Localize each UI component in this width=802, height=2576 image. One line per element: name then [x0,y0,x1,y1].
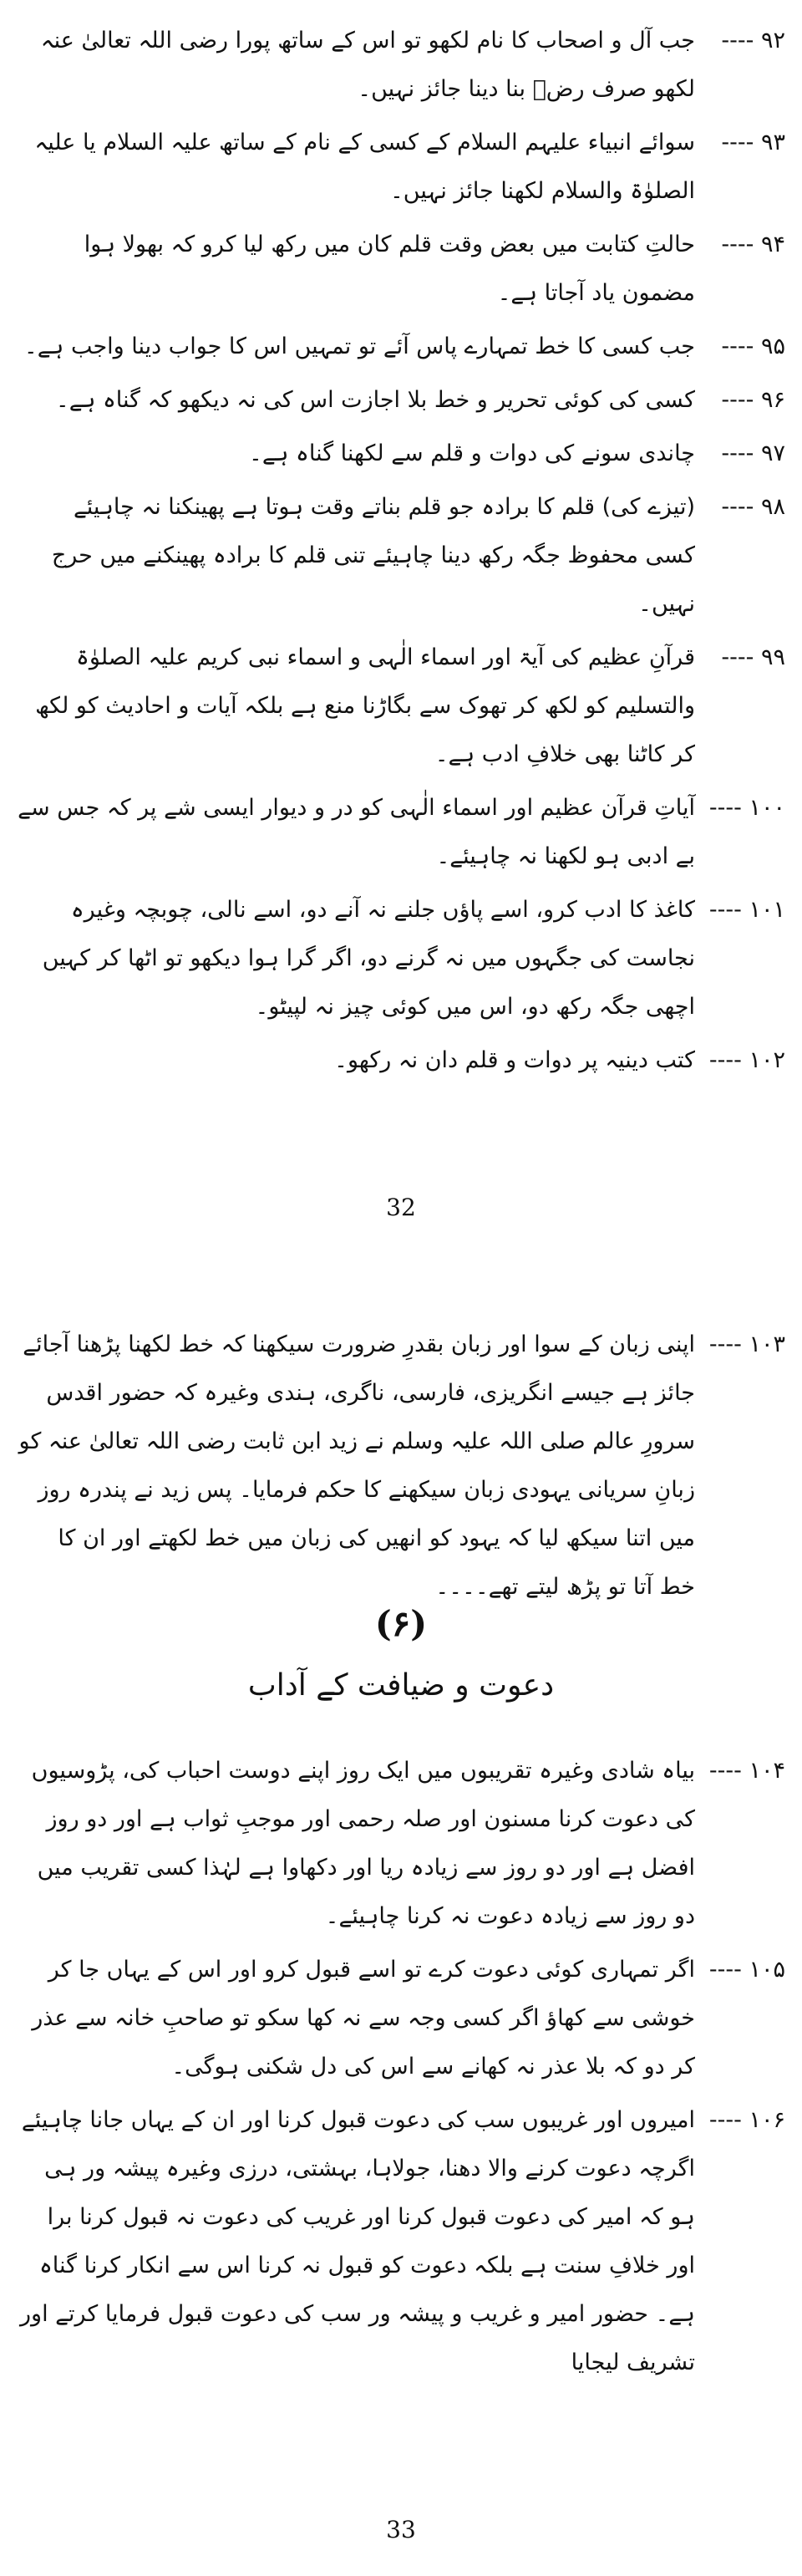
page-number: 32 [386,1194,416,1221]
item-number: ۹۲ ---- [721,28,785,53]
item-number: ۹۶ ---- [721,387,785,413]
item-text: آیاتِ قرآن عظیم اور اسماء الٰہی کو در و دیوار ایسی شے پر کہ جس سے بے ادبی ہو لکھنا نہ چاہیئے۔ [18,795,695,869]
item-text: اگر تمہاری کوئی دعوت کرے تو اسے قبول کرو اور اس کے یہاں جا کر خوشی سے کھاؤ اگر کسی وجہ سے نہ کھا سکو تو صاحبِ خانہ سے عذر کر دو کہ بلا عذر نہ کھانے سے اس کی دل شکنی ہوگی۔ [32,1957,695,2080]
list-item [17,1321,785,1611]
item-text: کسی کی کوئی تحریر و خط بلا اجازت اس کی نہ دیکھو کہ گناہ ہے۔ [55,387,695,413]
item-number: ۹۴ ---- [721,232,785,257]
list-item [17,376,785,425]
list-item [17,1946,785,2091]
list-item [17,2096,785,2387]
item-number: ۹۵ ---- [721,333,785,359]
item-text: حالتِ کتابت میں بعض وقت قلم کان میں رکھ لیا کرو کہ بھولا ہوا مضمون یاد آجاتا ہے۔ [84,232,695,306]
item-text: کتب دینیہ پر دوات و قلم دان نہ رکھو۔ [334,1047,695,1073]
page-number: 33 [386,2516,416,2543]
item-number: ۱۰۰ ---- [708,795,785,821]
list-item [17,886,785,1031]
item-text: جب آل و اصحاب کا نام لکھو تو اس کے ساتھ پورا رضی اللہ تعالیٰ عنہ لکھو صرف رضؓ بنا دینا جائز نہیں۔ [40,28,695,102]
item-number: ۱۰۲ ---- [708,1047,785,1073]
list-item [17,17,785,114]
numbered-list [17,1747,785,2392]
chapter-title: دعوت و ضیافت کے آداب [247,1668,555,1703]
page-33 [0,1296,802,2576]
item-number: ۱۰۱ ---- [708,897,785,923]
item-number: ۹۹ ---- [721,644,785,670]
list-item [17,221,785,318]
numbered-list [17,17,785,1090]
list-item [17,1036,785,1085]
item-number: ۹۷ ---- [721,440,785,466]
item-number: ۱۰۶ ---- [708,2107,785,2133]
item-text: اپنی زبان کے سوا اور زبان بقدرِ ضرورت سیکھنا کہ خط لکھنا پڑھنا آجائے جائز ہے جیسے انگریزی، فارسی، ناگری، ہندی وغیرہ کہ حضور اقدس سرورِ عالم صلی اللہ علیہ وسلم نے زید ابن ثابت رضی اللہ تعالیٰ عنہ کو زبانِ سریانی یہودی زبان سیکھنے کا حکم فرمایا۔ پس زید نے پندرہ روز میں اتنا سیکھ لیا کہ یہود کو انھیں کی زبان میں خط لکھتے اور ان کا خط آتا تو پڑھ لیتے تھے۔۔۔۔ [18,1331,695,1600]
chapter-number: (۶) [374,1603,428,1644]
item-text: قرآنِ عظیم کی آیۃ اور اسماء الٰہی و اسماء نبی کریم علیہ الصلوٰۃ والتسلیم کو لکھ کر تھوک سے بگاڑنا منع ہے بلکہ آیات و احادیث کو لکھ کر کاٹنا بھی خلافِ ادب ہے۔ [35,644,695,767]
item-number: ۱۰۳ ---- [708,1331,785,1357]
item-text: امیروں اور غریبوں سب کی دعوت قبول کرنا اور ان کے یہاں جانا چاہیئے اگرچہ دعوت کرنے والا دھنا، جولاہا، بہشتی، درزی وغیرہ پیشہ ور ہی ہو کہ امیر کی دعوت قبول کرنا اور غریب کی دعوت نہ قبول کرنا برا اور خلافِ سنت ہے بلکہ دعوت کو قبول نہ کرنا اس سے انکار کرنا گناہ ہے۔ حضور امیر و غریب و پیشہ ور سب کی دعوت قبول فرمایا کرتے اور تشریف لیجایا [20,2107,695,2375]
list-item [17,784,785,881]
item-text: بیاہ شادی وغیرہ تقریبوں میں ایک روز اپنے دوست احباب کی، پڑوسیوں کی دعوت کرنا مسنون اور صلہ رحمی اور موجبِ ثواب ہے اور دو روز افضل ہے اور دو روز سے زیادہ ریا اور دکھاوا ہے لہٰذا کسی تقریب میں دو روز سے زیادہ دعوت نہ کرنا چاہیئے۔ [31,1758,695,1929]
list-item [17,634,785,779]
item-text: سوائے انبیاء علیہم السلام کے کسی کے نام کے ساتھ علیہ السلام یا علیہ الصلوٰۃ والسلام لکھنا جائز نہیں۔ [34,130,695,204]
list-item [17,483,785,629]
list-item [17,1747,785,1941]
item-text: چاندی سونے کی دوات و قلم سے لکھنا گناہ ہے۔ [249,440,695,466]
list-item [17,323,785,371]
item-text: کاغذ کا ادب کرو، اسے پاؤں جلنے نہ آنے دو، اسے نالی، چوبچہ وغیرہ نجاست کی جگہوں میں نہ گرنے دو، اگر گرا ہوا دیکھو تو اٹھا کر کہیں اچھی جگہ رکھ دو، اس میں کوئی چیز نہ لپیٹو۔ [42,897,695,1020]
item-number: ۹۸ ---- [721,494,785,520]
page-32 [0,0,802,1262]
numbered-list [17,1321,785,1616]
list-item [17,119,785,216]
item-number: ۱۰۵ ---- [708,1957,785,1983]
item-text: (تیزے کی) قلم کا برادہ جو قلم بناتے وقت ہوتا ہے پھینکنا نہ چاہیئے کسی محفوظ جگہ رکھ دینا چاہیئے تنی قلم کا برادہ پھینکنے میں حرج نہیں۔ [51,494,695,617]
item-number: ۱۰۴ ---- [708,1758,785,1784]
item-number: ۹۳ ---- [721,130,785,155]
list-item [17,430,785,478]
item-text: جب کسی کا خط تمہارے پاس آئے تو تمہیں اس کا جواب دینا واجب ہے۔ [23,333,695,359]
